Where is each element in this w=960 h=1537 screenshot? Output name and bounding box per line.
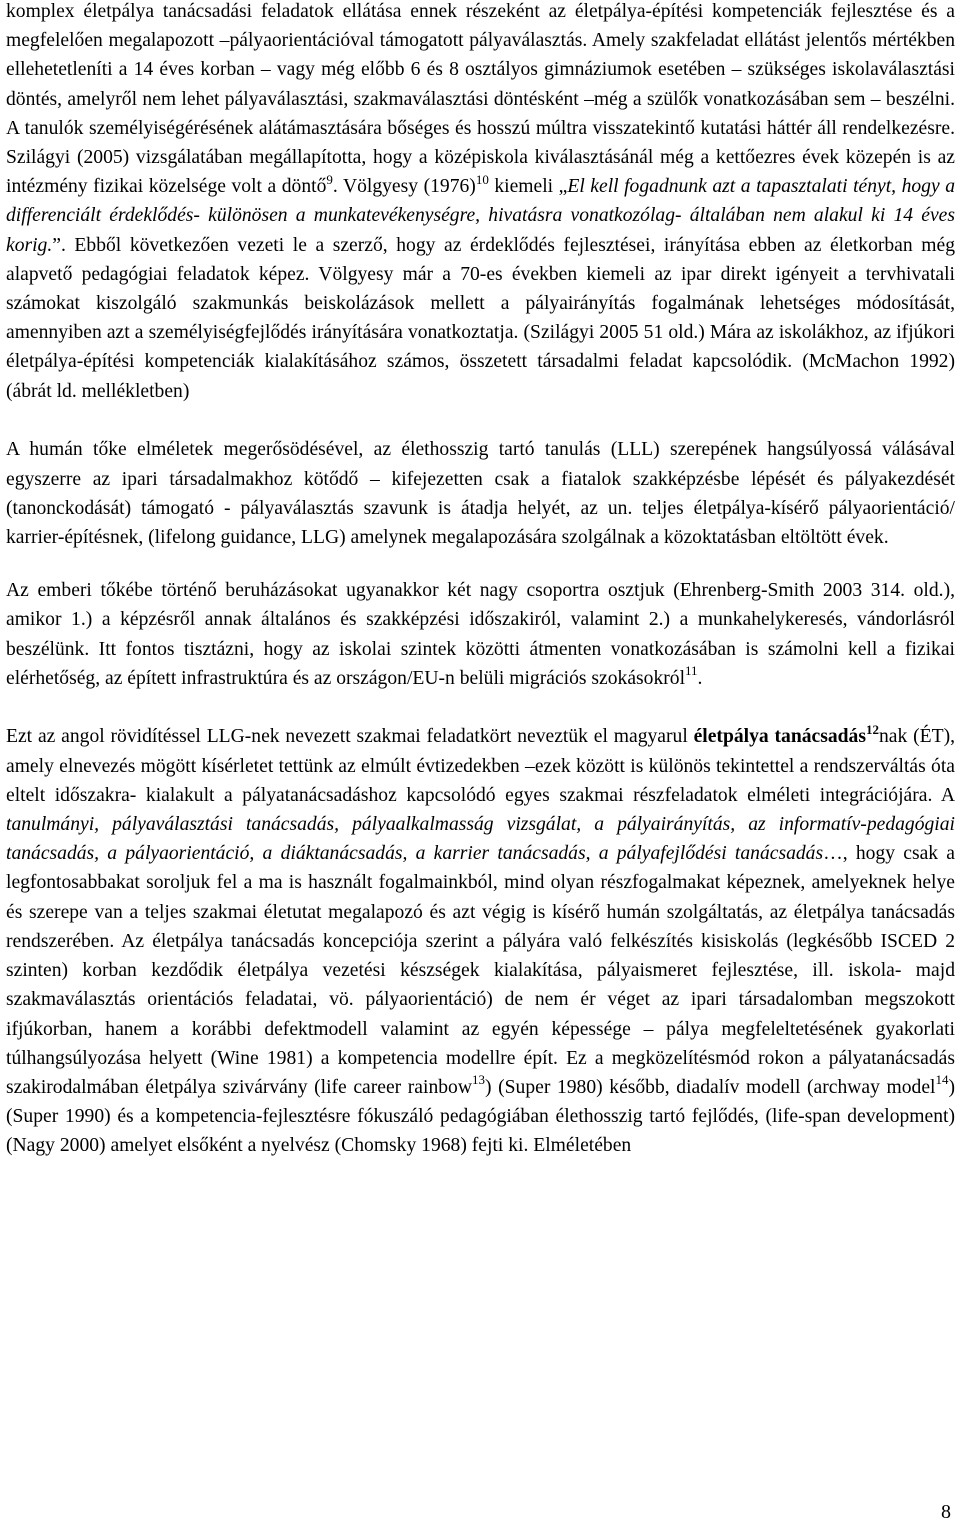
paragraph-1 <box>6 0 955 406</box>
paragraph-4-term: életpálya tanácsadás <box>693 726 866 748</box>
paragraph-2: A humán tőke elméletek megerősödésével, az élethosszig tartó tanulás (LLL) szerepének hangsúlyossá válásával egyszerre az ipari társadalmakhoz kötődő – kifejezetten csak a fiatalok szakképzésbe lépését és pályakezdését (tanonckodását) támogató - pályaválasztás szavunk is átadja helyét, az un. teljes életpálya-kísérő pályaorientáció/ karrier-építésnek, (lifelong guidance, LLG) amelynek megalapozására szolgálnak a közoktatásban eltöltött évek. <box>6 439 955 548</box>
footnote-ref-12-number: 12 <box>865 721 879 737</box>
paragraph-4-text-b: nak (ÉT), amely elnevezés mögött kísérletet tettünk az elmúlt évtizedekben –ezek között is különös tekintettel a rendszerváltás óta eltelt időszakra- kialakult a pályatanácsadáshoz kapcsolódó egyes szakmai részfeladatok elméleti integrációjára. A <box>6 726 955 806</box>
document-page <box>6 0 955 1161</box>
paragraph-1-text-a: komplex életpálya tanácsadási feladatok ellátása ennek részeként az életpálya-építési kompetenciák fejlesztése és a megfelelően megalapozott –pályaorientációval támogatott pályaválasztás. Amely szakfeladat ellátást jelentős mértékben ellehetetleníti a 14 éves korban – vagy még előbb 6 és 8 osztályos gimnáziumok esetében – szükséges iskolaválasztási döntés, amelyről nem lehet pályaválasztási, szakmaválasztási döntésként –még a szülők vonatkozásában sem – beszélni. A tanulók személyiségérésének alátámasztására bőséges és hosszú múltra visszatekintő kutatási háttér áll rendelkezésre. Szilágyi (2005) vizsgálatában megállapította, hogy a középiskola kiválasztásánál még a kettőezres évek közepén is az intézmény fizikai közelsége volt a döntő <box>6 1 955 198</box>
footnote-ref-14[interactable]: 14 <box>935 1072 949 1088</box>
paragraph-1-quote: El kell fogadnunk azt a tapasztalati tényt, hogy a differenciált érdeklődés- különösen a munkatevékenységre, hivatásra vonatkozólag- általában nem alakul ki 14 éves korig. <box>6 176 956 256</box>
paragraph-3-end: . <box>697 667 703 689</box>
paragraph-1-text-b: . Völgyesy (1976) <box>332 176 476 198</box>
footnote-ref-10[interactable]: 10 <box>475 171 489 187</box>
paragraph-4-text-d: ) (Super 1980) később, diadalív modell (archway model <box>485 1076 936 1098</box>
paragraph-4-text-c: …, hogy csak a legfontosabbakat soroljuk fel a ma is használt fogalmainkból, mind olyan részfogalmakat képeznek, amelyeknek helye és szerepe van a teljes szakmai életutat megalapozó és azt végig is kísérő humán szolgáltatás, az életpálya tanácsadás rendszerében. Az életpálya tanácsadás koncepciója szerint a pályára való felkészítés kisiskolás (legkésőbb ISCED 2 szinten) korban kezdődik életpálya vezetési készségek kialakítása, pályaismeret fejlesztése, ill. iskola- majd szakmaválasztás orientációs feladatai, vö. pályaorientáció) de nem ér véget az ipari társadalomban megszokott ifjúkorban, hanem a korábbi defektmodell valamint az egyén képessége – pálya megfeleltetésének gyakorlati túlhangsúlyozása helyett (Wine 1981) a kompetencia modellre épít. Ez a megközelítésmód rokon a pályatanácsadás szakirodalmában életpálya szivárvány (life career rainbow <box>6 843 956 1098</box>
paragraph-3-text: Az emberi tőkébe történő beruházásokat ugyanakkor két nagy csoportra osztjuk (Ehrenberg-Smith 2003 314. old.), amikor 1.) a képzésről annak általános és szakképzési időszakiról, valamint 2.) a munkahelykeresés, vándorlásról beszélünk. Itt fontos tisztázni, hogy az iskolai szintek közötti átmenten vonatkozásában is számolni kell a fizikai elérhetőség, az épített infrastruktúra és az országon/EU-n belüli migrációs szokásokról <box>6 580 955 689</box>
footnote-ref-9[interactable]: 9 <box>326 171 333 187</box>
paragraph-4-text-a: Ezt az angol rövidítéssel LLG-nek nevezett szakmai feladatkört neveztük el magyarul <box>6 726 694 748</box>
footnote-ref-12[interactable] <box>866 722 879 737</box>
paragraph-1-text-c: kiemeli „ <box>488 176 568 198</box>
paragraph-4-italic-list: tanulmányi, pályaválasztási tanácsadás, pályaalkalmasság vizsgálat, a pályairányítás, az informatív-pedagógiai tanácsadás, a pályaorientáció, a diáktanácsadás, a karrier tanácsadás, a pályafejlődési tanácsadás <box>6 814 955 865</box>
page-number: 8 <box>941 1501 951 1523</box>
paragraph-1-text-d: ”. Ebből következően vezeti le a szerző, hogy az érdeklődés fejlesztései, irányítása ebben az életkorban még alapvető pedagógiai feladatok képez. Völgyesy már a 70-es években kiemeli az ipar direkt igényeit a tervhivatali számokat kiszolgáló szakmunkás beiskolázások mellett a pályairányítás fogalmának lehetséges módosítását, amennyiben azt a személyiségfejlődés irányítására vonatkoztatja. (Szilágyi 2005 51 old.) Mára az iskolákhoz, az ifjúkori életpálya-építési kompetenciák kialakításához számos, összetett társadalmi feladat kapcsolódik. (McMachon 1992) (ábrát ld. mellékletben) <box>6 234 955 402</box>
paragraph-4 <box>6 722 955 1160</box>
paragraph-3 <box>6 576 955 693</box>
footnote-ref-11[interactable]: 11 <box>685 663 698 679</box>
footnote-ref-13[interactable]: 13 <box>472 1072 485 1088</box>
paragraph-4-text-e: ) (Super 1990) és a kompetencia-fejlesztésre fókuszáló pedagógiában élethosszig tartó fejlődés, (life-span development) (Nagy 2000) amelyet elsőként a nyelvész (Chomsky 1968) fejti ki. Elméletében <box>6 1076 955 1157</box>
